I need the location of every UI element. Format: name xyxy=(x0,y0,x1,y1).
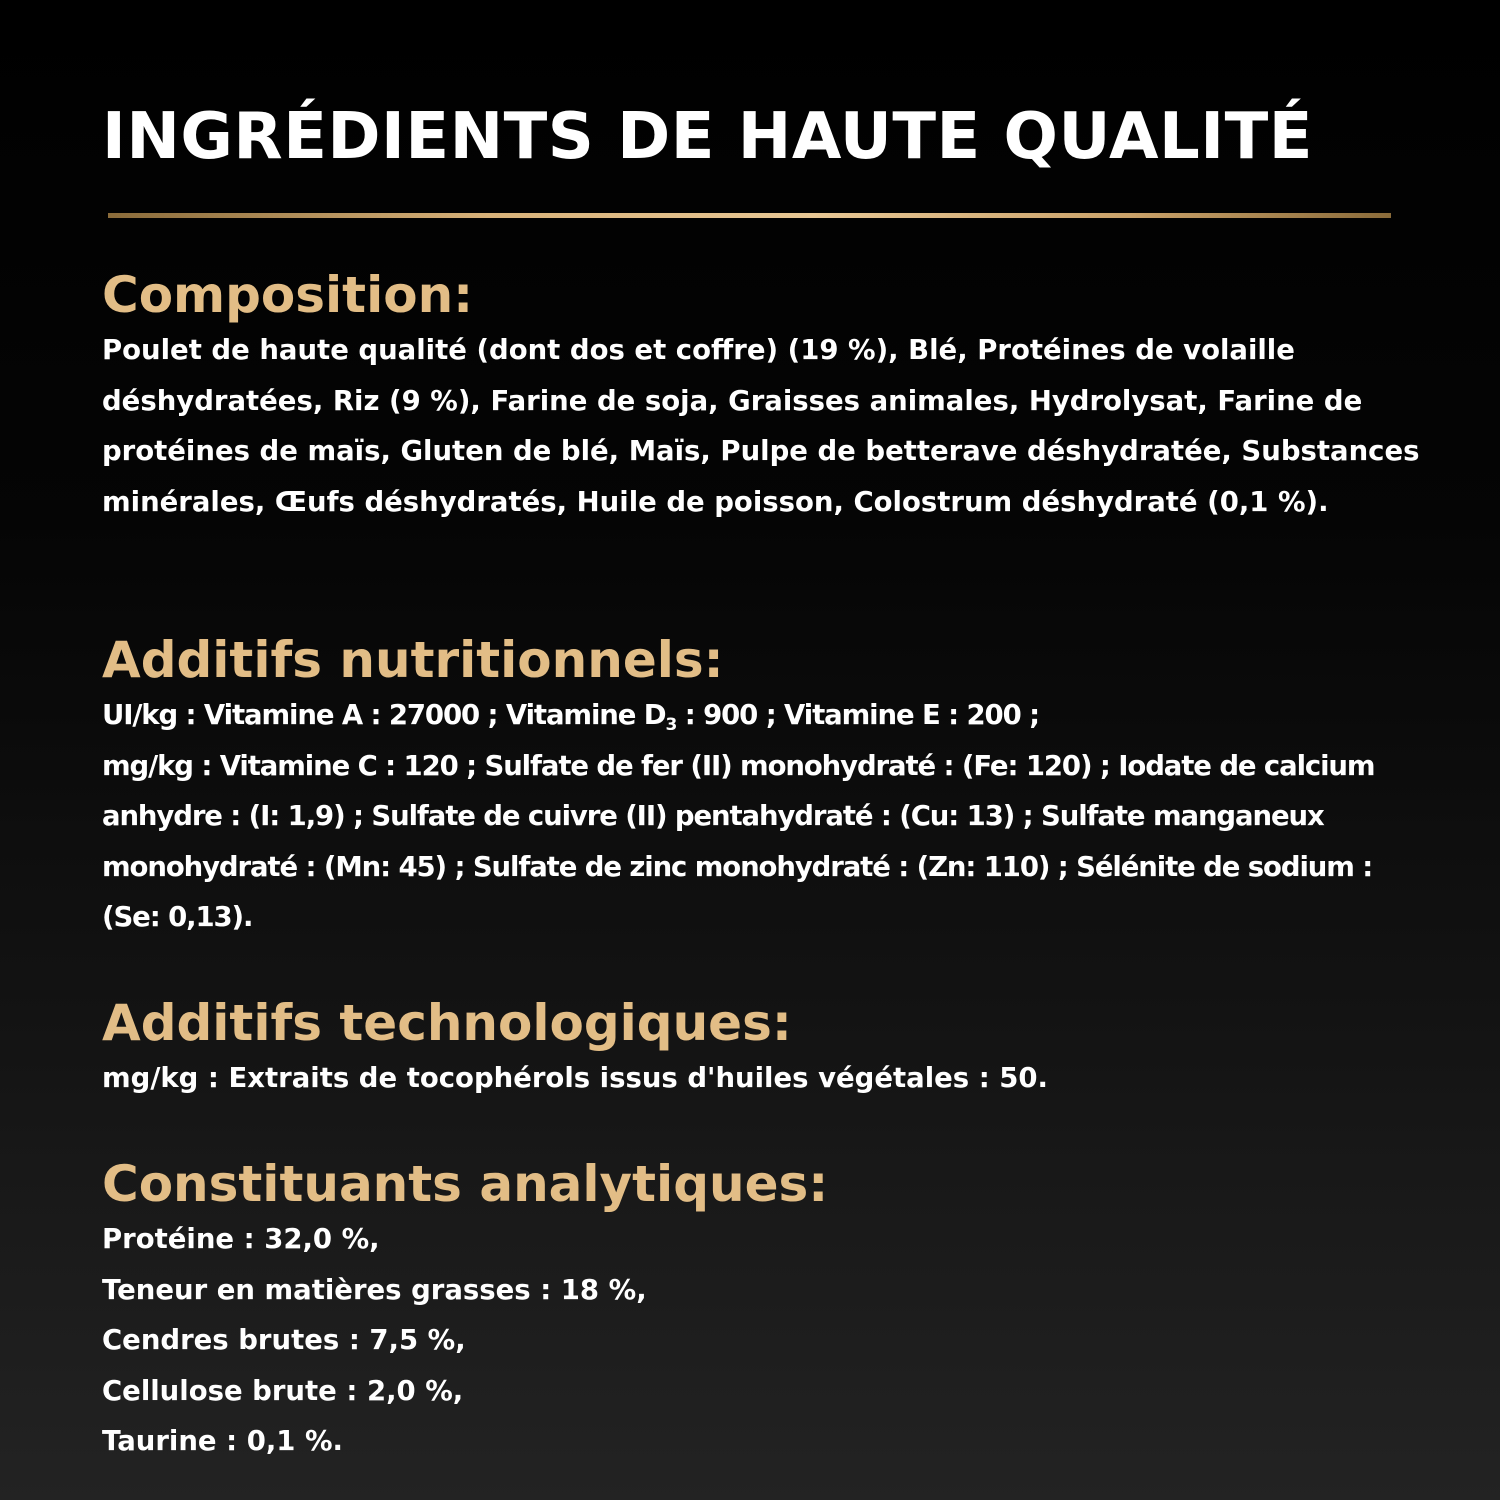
vitamins-line-part-b: : 900 ; Vitamine E : 200 ; xyxy=(676,699,1039,731)
nutritional-additives-heading: Additifs nutritionnels: xyxy=(102,631,724,689)
vitamins-line-part-a: UI/kg : Vitamine A : 27000 ; Vitamine D xyxy=(102,699,666,731)
composition-heading: Composition: xyxy=(102,266,474,324)
vitamin-d-subscript: 3 xyxy=(665,715,677,735)
composition-section xyxy=(102,265,1432,527)
constituent-item: Protéine : 32,0 %, xyxy=(102,1223,380,1255)
technological-additives-text: mg/kg : Extraits de tocophérols issus d'huiles végétales : 50. xyxy=(102,1062,1048,1094)
gold-divider xyxy=(108,213,1391,218)
trace-elements-text: mg/kg : Vitamine C : 120 ; Sulfate de fer (II) monohydraté : (Fe: 120) ; Iodate de calcium anhydre : (I: 1,9) ; Sulfate de cuivre (II) pentahydraté : (Cu: 13) ; Sulfate manganeux monohydraté : (Mn: 45) ; Sulfate de zinc monohydraté : (Zn: 110) ; Sélénite de sodium : (Se: 0,13). xyxy=(102,749,1375,933)
composition-text: Poulet de haute qualité (dont dos et coffre) (19 %), Blé, Protéines de volaille déshydratées, Riz (9 %), Farine de soja, Graisses animales, Hydrolysat, Farine de protéines de maïs, Gluten de blé, Maïs, Pulpe de betterave déshydratée, Substances minérales, Œufs déshydratés, Huile de poisson, Colostrum déshydraté (0,1 %). xyxy=(102,334,1420,518)
technological-additives-heading: Additifs technologiques: xyxy=(102,994,792,1052)
constituent-item: Cendres brutes : 7,5 %, xyxy=(102,1324,466,1356)
vitamins-line xyxy=(102,690,1432,741)
constituent-item: Cellulose brute : 2,0 %, xyxy=(102,1374,464,1407)
analytical-constituents-section xyxy=(102,1154,1432,1467)
constituent-item: Teneur en matières grasses : 18 %, xyxy=(102,1273,647,1306)
constituent-item: Taurine : 0,1 %. xyxy=(102,1425,344,1457)
page-title: INGRÉDIENTS DE HAUTE QUALITÉ xyxy=(102,100,1313,174)
technological-additives-section xyxy=(102,993,1432,1104)
analytical-constituents-heading: Constituants analytiques: xyxy=(102,1155,829,1213)
nutritional-additives-section xyxy=(102,630,1432,943)
